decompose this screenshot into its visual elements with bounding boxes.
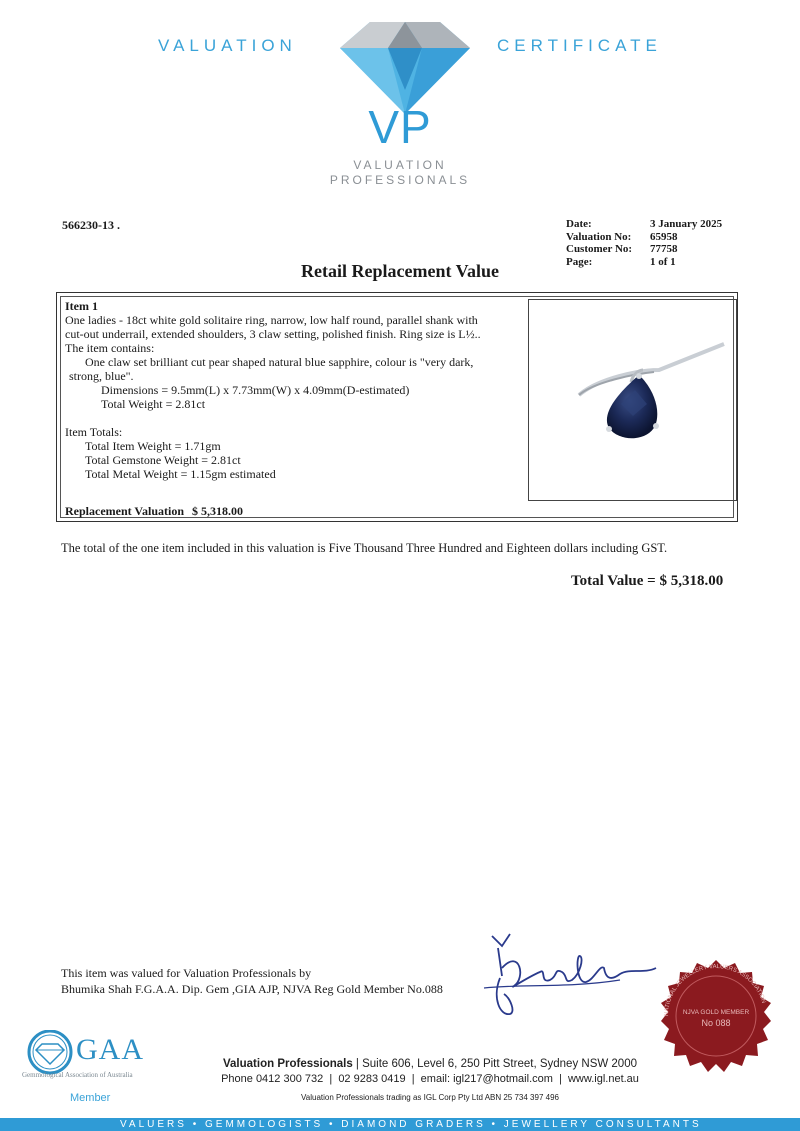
logo-subtitle-valuation: VALUATION xyxy=(353,158,447,172)
gaa-logo-text: GAA xyxy=(76,1033,144,1066)
stone-spec-dimensions: Dimensions = 9.5mm(L) x 7.73mm(W) x 4.09mm(D-estimated) xyxy=(101,383,410,397)
meta-value: 65958 xyxy=(650,230,678,243)
footer-company-name: Valuation Professionals xyxy=(223,1058,353,1070)
vp-logo-letters: VP xyxy=(368,101,432,153)
gaa-association-name: Gemmological Association of Australia xyxy=(22,1071,133,1079)
stone-description-line: One claw set brilliant cut pear shaped natural blue sapphire, colour is "very dark, xyxy=(85,355,474,369)
seal-ring-text: NATIONAL JEWELLERY VALUERS ASSOCIATION xyxy=(663,963,767,1017)
stone-description-line: strong, blue". xyxy=(69,369,134,383)
item-heading: Item 1 xyxy=(65,299,98,313)
item-description-line: One ladies - 18ct white gold solitaire ring, narrow, low half round, parallel shank with xyxy=(65,313,478,327)
sapphire-ring-image xyxy=(529,300,736,500)
valued-by-line: This item was valued for Valuation Professionals by xyxy=(61,966,312,980)
footer-address xyxy=(170,1058,690,1070)
meta-row-date xyxy=(566,218,722,231)
item-description xyxy=(65,299,533,481)
meta-row-customer-no xyxy=(566,243,722,256)
header-word-certificate: CERTIFICATE xyxy=(497,36,662,55)
replacement-valuation-amount: $ 5,318.00 xyxy=(192,504,244,518)
header-word-valuation: VALUATION xyxy=(158,36,297,55)
valuer-credentials: Bhumika Shah F.G.A.A. Dip. Gem ,GIA AJP, NJVA Reg Gold Member No.088 xyxy=(61,982,443,996)
footer-abn: Valuation Professionals trading as IGL Corp Pty Ltd ABN 25 734 397 496 xyxy=(301,1093,559,1102)
meta-label: Page: xyxy=(566,255,593,268)
meta-label: Customer No: xyxy=(566,243,633,255)
seal-center-line1: NJVA GOLD MEMBER xyxy=(682,1009,750,1016)
item-description-line: cut-out underrail, extended shoulders, 3 claw setting, polished finish. Ring size is L½.. xyxy=(65,327,481,341)
item-totals-heading: Item Totals: xyxy=(65,425,123,439)
stone-spec-weight: Total Weight = 2.81ct xyxy=(101,397,206,411)
meta-row-valuation-no xyxy=(566,231,722,244)
gaa-member-label: Member xyxy=(70,1092,111,1104)
item-total-line: Total Gemstone Weight = 2.81ct xyxy=(85,453,241,467)
meta-label: Valuation No: xyxy=(566,230,632,243)
item-photo xyxy=(528,299,737,501)
replacement-valuation-label: Replacement Valuation xyxy=(65,504,185,518)
document-title: Retail Replacement Value xyxy=(301,261,499,281)
logo-subtitle-professionals: PROFESSIONALS xyxy=(329,173,471,187)
meta-value: 1 of 1 xyxy=(650,255,676,268)
footer-band: VALUERS • GEMMOLOGISTS • DIAMOND GRADERS • JEWELLERY CONSULTANTS xyxy=(0,1118,800,1131)
valuation-summary: The total of the one item included in this valuation is Five Thousand Three Hundred and Eighteen dollars including GST. xyxy=(61,541,668,555)
footer-address-text: | Suite 606, Level 6, 250 Pitt Street, Sydney NSW 2000 xyxy=(352,1058,637,1070)
item-inner-frame xyxy=(60,296,734,518)
item-total-line: Total Metal Weight = 1.15gm estimated xyxy=(85,467,276,481)
total-value: Total Value = $ 5,318.00 xyxy=(571,573,724,589)
meta-value: 3 January 2025 xyxy=(650,218,723,230)
item-total-line: Total Item Weight = 1.71gm xyxy=(85,439,221,453)
replacement-valuation xyxy=(65,504,243,519)
meta-label: Date: xyxy=(566,218,592,230)
item-box xyxy=(56,292,738,522)
seal-center-line2: No 088 xyxy=(701,1018,731,1028)
handwritten-signature xyxy=(480,928,670,1028)
valued-by xyxy=(61,965,443,997)
footer-contact: Phone 0412 300 732 | 02 9283 0419 | email: igl217@hotmail.com | www.igl.net.au xyxy=(221,1073,639,1085)
meta-value: 77758 xyxy=(650,243,678,255)
reference-number: 566230-13 . xyxy=(62,218,120,232)
item-description-line: The item contains: xyxy=(65,341,155,355)
